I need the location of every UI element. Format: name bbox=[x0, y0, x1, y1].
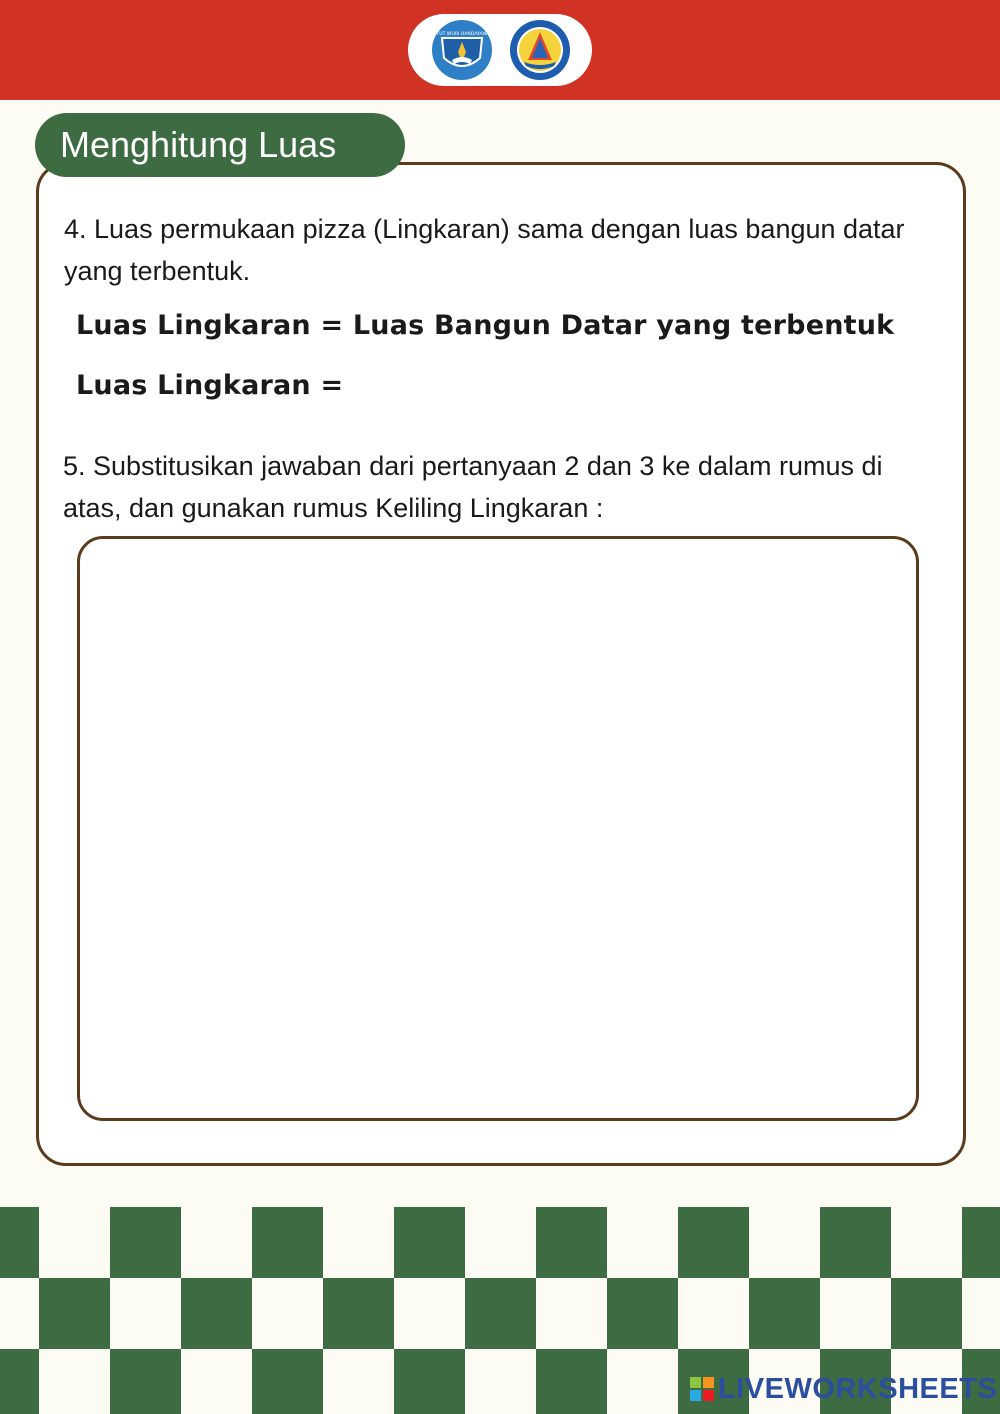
kemendikbud-logo-icon bbox=[430, 18, 494, 82]
school-logo-icon bbox=[508, 18, 572, 82]
formula-blank: Luas Lingkaran = bbox=[76, 370, 344, 401]
question-4-text: 4. Luas permukaan pizza (Lingkaran) sama dengan luas bangun datar yang terbentuk. bbox=[64, 214, 905, 286]
liveworksheets-logo-icon bbox=[690, 1377, 714, 1401]
watermark-text: LIVEWORKSHEETS bbox=[718, 1372, 998, 1405]
logo-container bbox=[408, 14, 592, 86]
page-title: Menghitung Luas bbox=[35, 113, 405, 177]
answer-box[interactable] bbox=[77, 536, 919, 1121]
svg-text:TUT WURI HANDAYANI: TUT WURI HANDAYANI bbox=[436, 32, 488, 37]
formula-statement: Luas Lingkaran = Luas Bangun Datar yang terbentuk bbox=[76, 310, 895, 341]
question-5-text: 5. Substitusikan jawaban dari pertanyaan 2 dan 3 ke dalam rumus di atas, dan gunakan rumus Keliling Lingkaran : bbox=[63, 451, 883, 523]
liveworksheets-watermark bbox=[690, 1372, 997, 1406]
